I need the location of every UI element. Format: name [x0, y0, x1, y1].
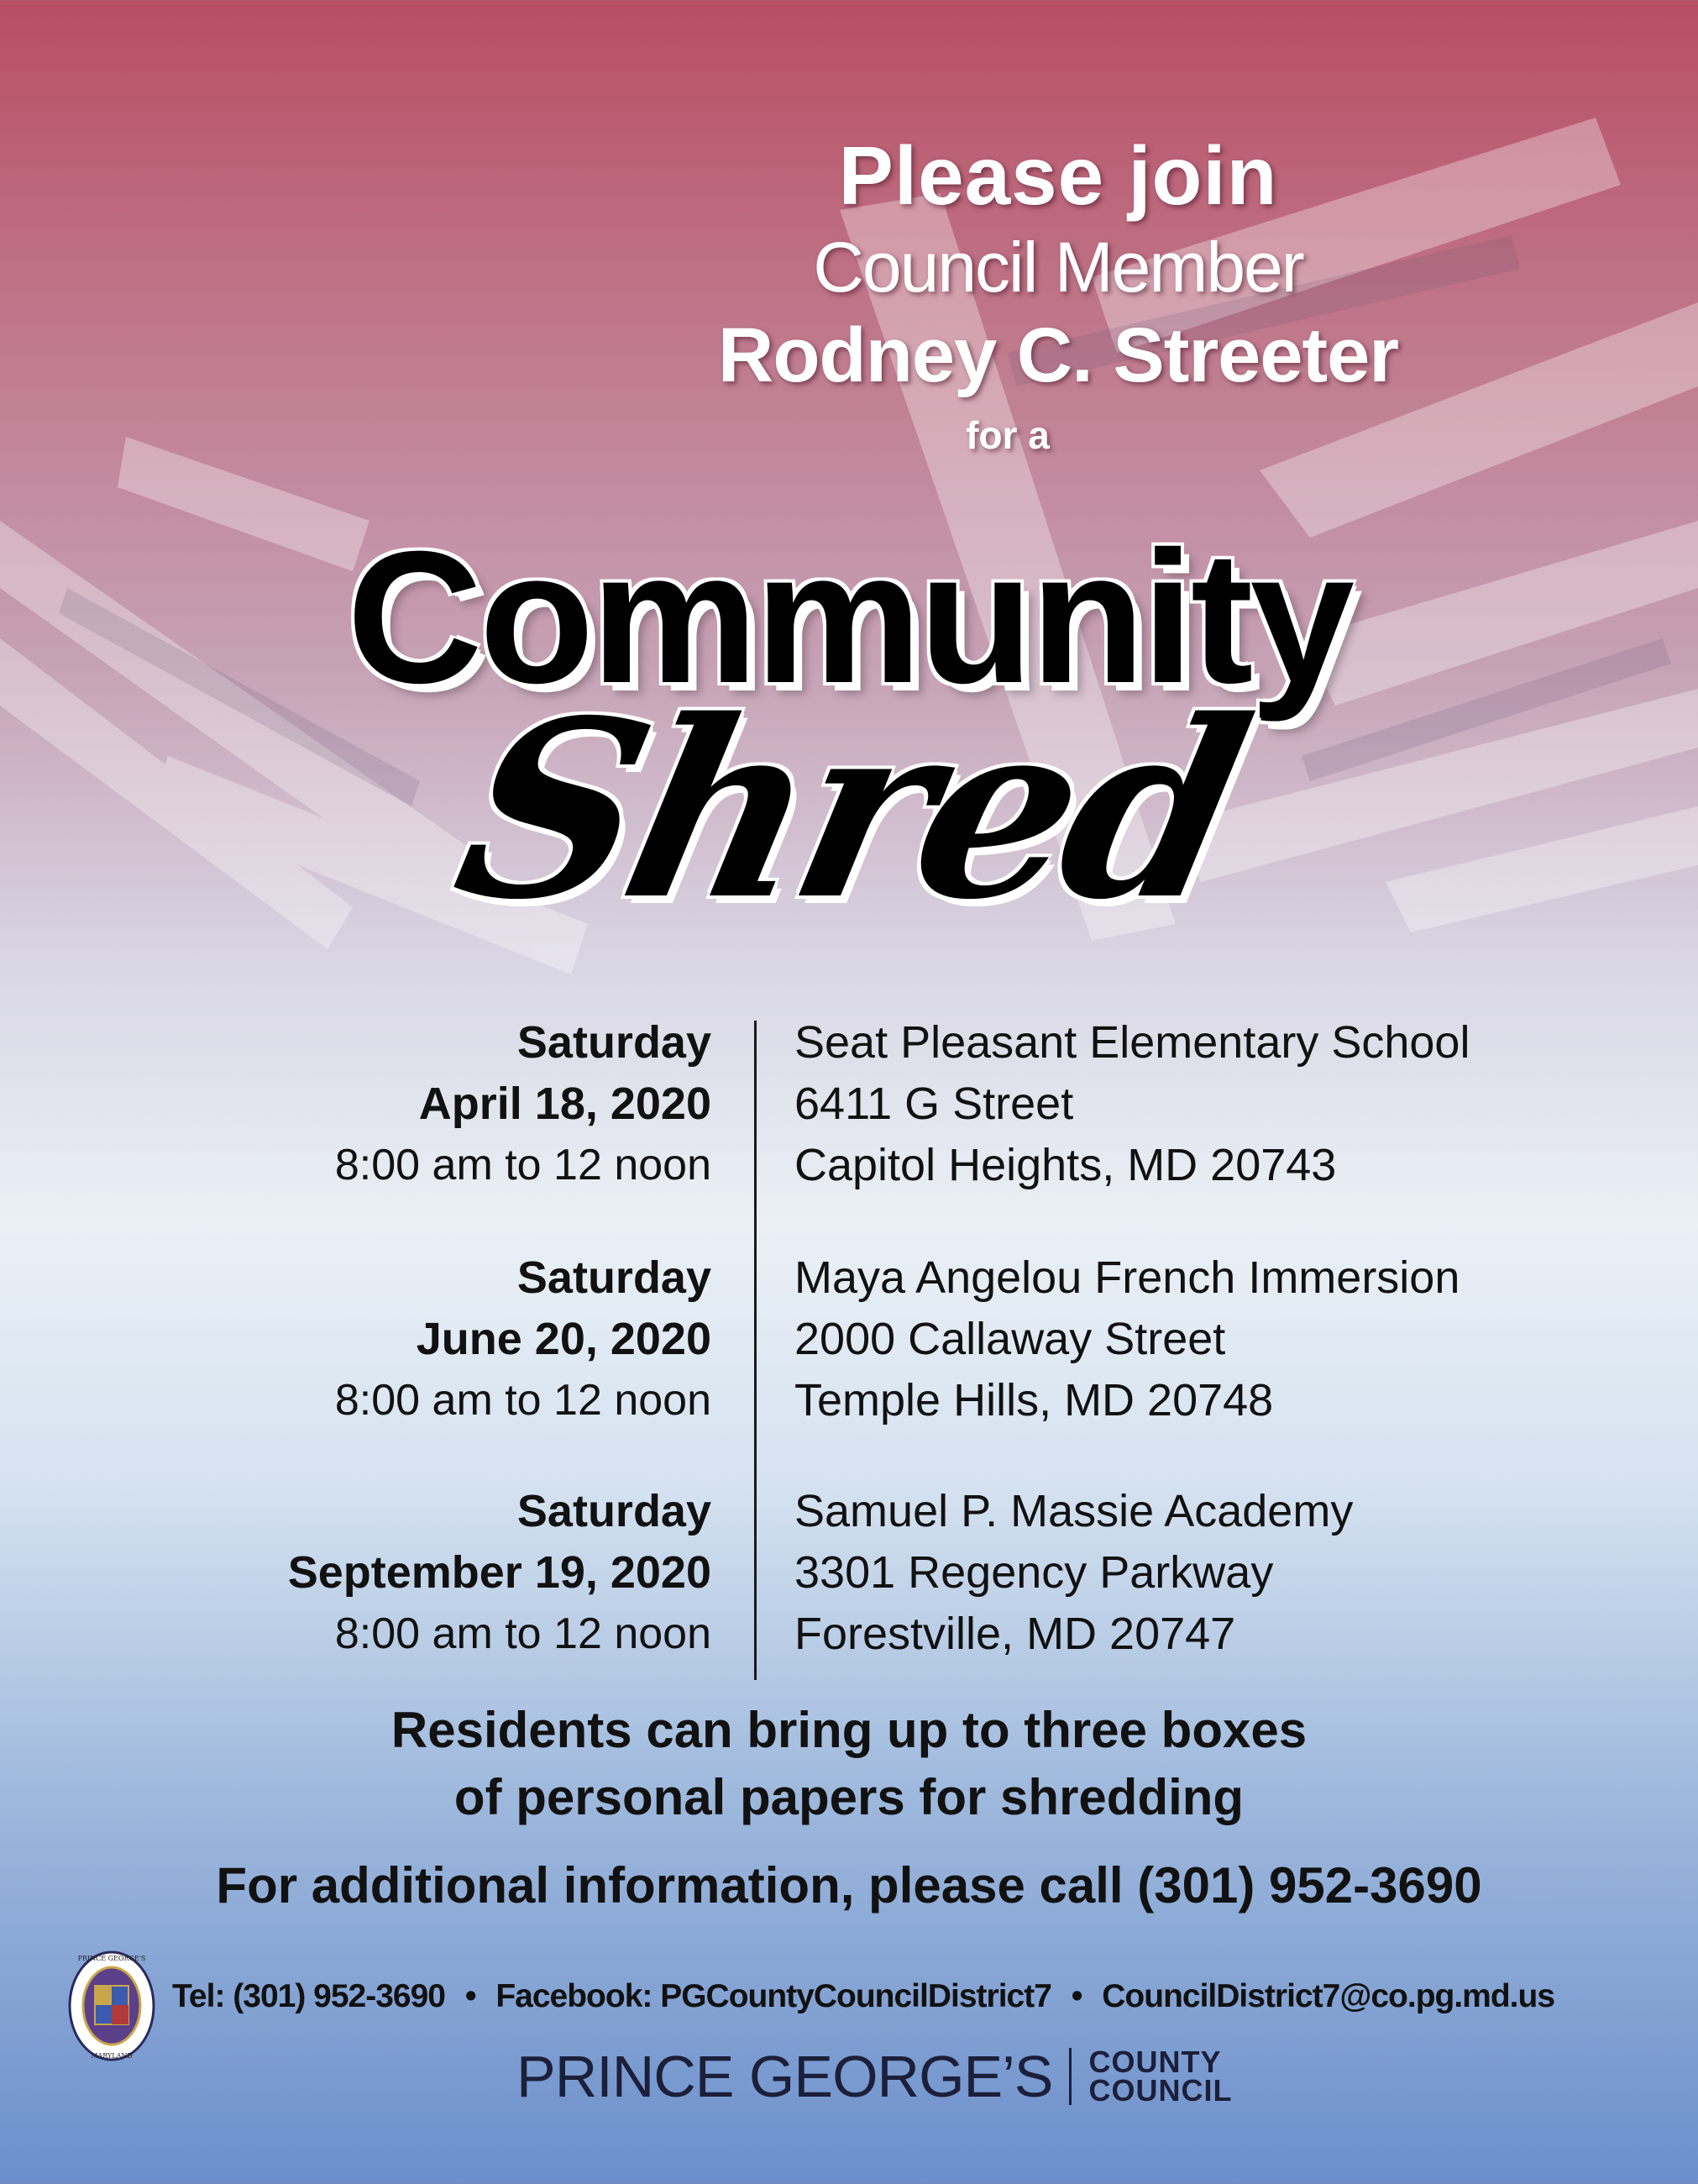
footer-divider	[1069, 2048, 1072, 2105]
event-day: Saturday	[516, 1486, 711, 1536]
separator: •	[464, 1978, 476, 2014]
event-location-block	[794, 1012, 1470, 1196]
residents-line-1: Residents can bring up to three boxes	[390, 1702, 1308, 1758]
event-location: Samuel P. Massie Academy	[794, 1486, 1354, 1536]
event-time: 8:00 am to 12 noon	[334, 1609, 711, 1658]
please-join-text: Please join	[838, 129, 1278, 222]
contact-line	[172, 1976, 1650, 2018]
event-city: Capitol Heights, MD 20743	[794, 1140, 1337, 1190]
community-title: Community	[347, 512, 1351, 722]
prince-georges-county-council-logo	[516, 2043, 1232, 2110]
additional-info: For additional information, please call (301) 952-3690	[216, 1857, 1482, 1914]
event-location-block	[794, 1481, 1353, 1665]
event-date-block	[288, 1481, 711, 1665]
footer-pg-text: PRINCE GEORGE’S	[516, 2044, 1053, 2109]
event-1	[0, 1012, 1698, 1205]
contact-email[interactable]: CouncilDistrict7@co.pg.md.us	[1102, 1978, 1555, 2014]
event-street: 6411 G Street	[794, 1079, 1074, 1129]
event-date-block	[335, 1247, 711, 1431]
event-location: Maya Angelou French Immersion	[794, 1252, 1460, 1303]
event-city: Forestville, MD 20747	[794, 1609, 1236, 1659]
contact-facebook[interactable]: Facebook: PGCountyCouncilDistrict7	[495, 1978, 1051, 2014]
separator: •	[1071, 1978, 1082, 2014]
event-time: 8:00 am to 12 noon	[334, 1376, 711, 1425]
event-day: Saturday	[516, 1252, 711, 1303]
event-date-block	[335, 1012, 711, 1196]
footer-cc-line-1: COUNTY	[1088, 2045, 1222, 2079]
event-street: 2000 Callaway Street	[794, 1314, 1226, 1364]
event-location-block	[794, 1247, 1460, 1431]
council-member-text: Council Member	[813, 228, 1303, 307]
event-date: September 19, 2020	[287, 1547, 711, 1598]
footer-cc-block	[1088, 2045, 1233, 2108]
member-name: Rodney C. Streeter	[717, 312, 1399, 398]
for-a-text: for a	[966, 413, 1050, 457]
county-seal-icon	[67, 1949, 156, 2063]
event-2	[0, 1247, 1698, 1441]
residents-note	[0, 1697, 1698, 1831]
event-date: June 20, 2020	[416, 1314, 711, 1364]
seal-top-text: PRINCE GEORGE'S	[77, 1955, 146, 1962]
event-3	[0, 1481, 1698, 1674]
event-time: 8:00 am to 12 noon	[334, 1141, 711, 1189]
event-street: 3301 Regency Parkway	[794, 1547, 1274, 1598]
invitation-header	[588, 126, 1528, 469]
contact-tel: Tel: (301) 952-3690	[172, 1978, 445, 2014]
shred-title: Shred	[436, 668, 1262, 953]
event-location: Seat Pleasant Elementary School	[794, 1017, 1470, 1068]
seal-bottom-text: MARYLAND	[91, 2052, 133, 2060]
event-day: Saturday	[516, 1017, 711, 1068]
residents-line-2: of personal papers for shredding	[453, 1769, 1245, 1825]
event-date: April 18, 2020	[418, 1079, 711, 1129]
footer-cc-line-2: COUNCIL	[1088, 2073, 1233, 2108]
event-city: Temple Hills, MD 20748	[794, 1375, 1274, 1425]
